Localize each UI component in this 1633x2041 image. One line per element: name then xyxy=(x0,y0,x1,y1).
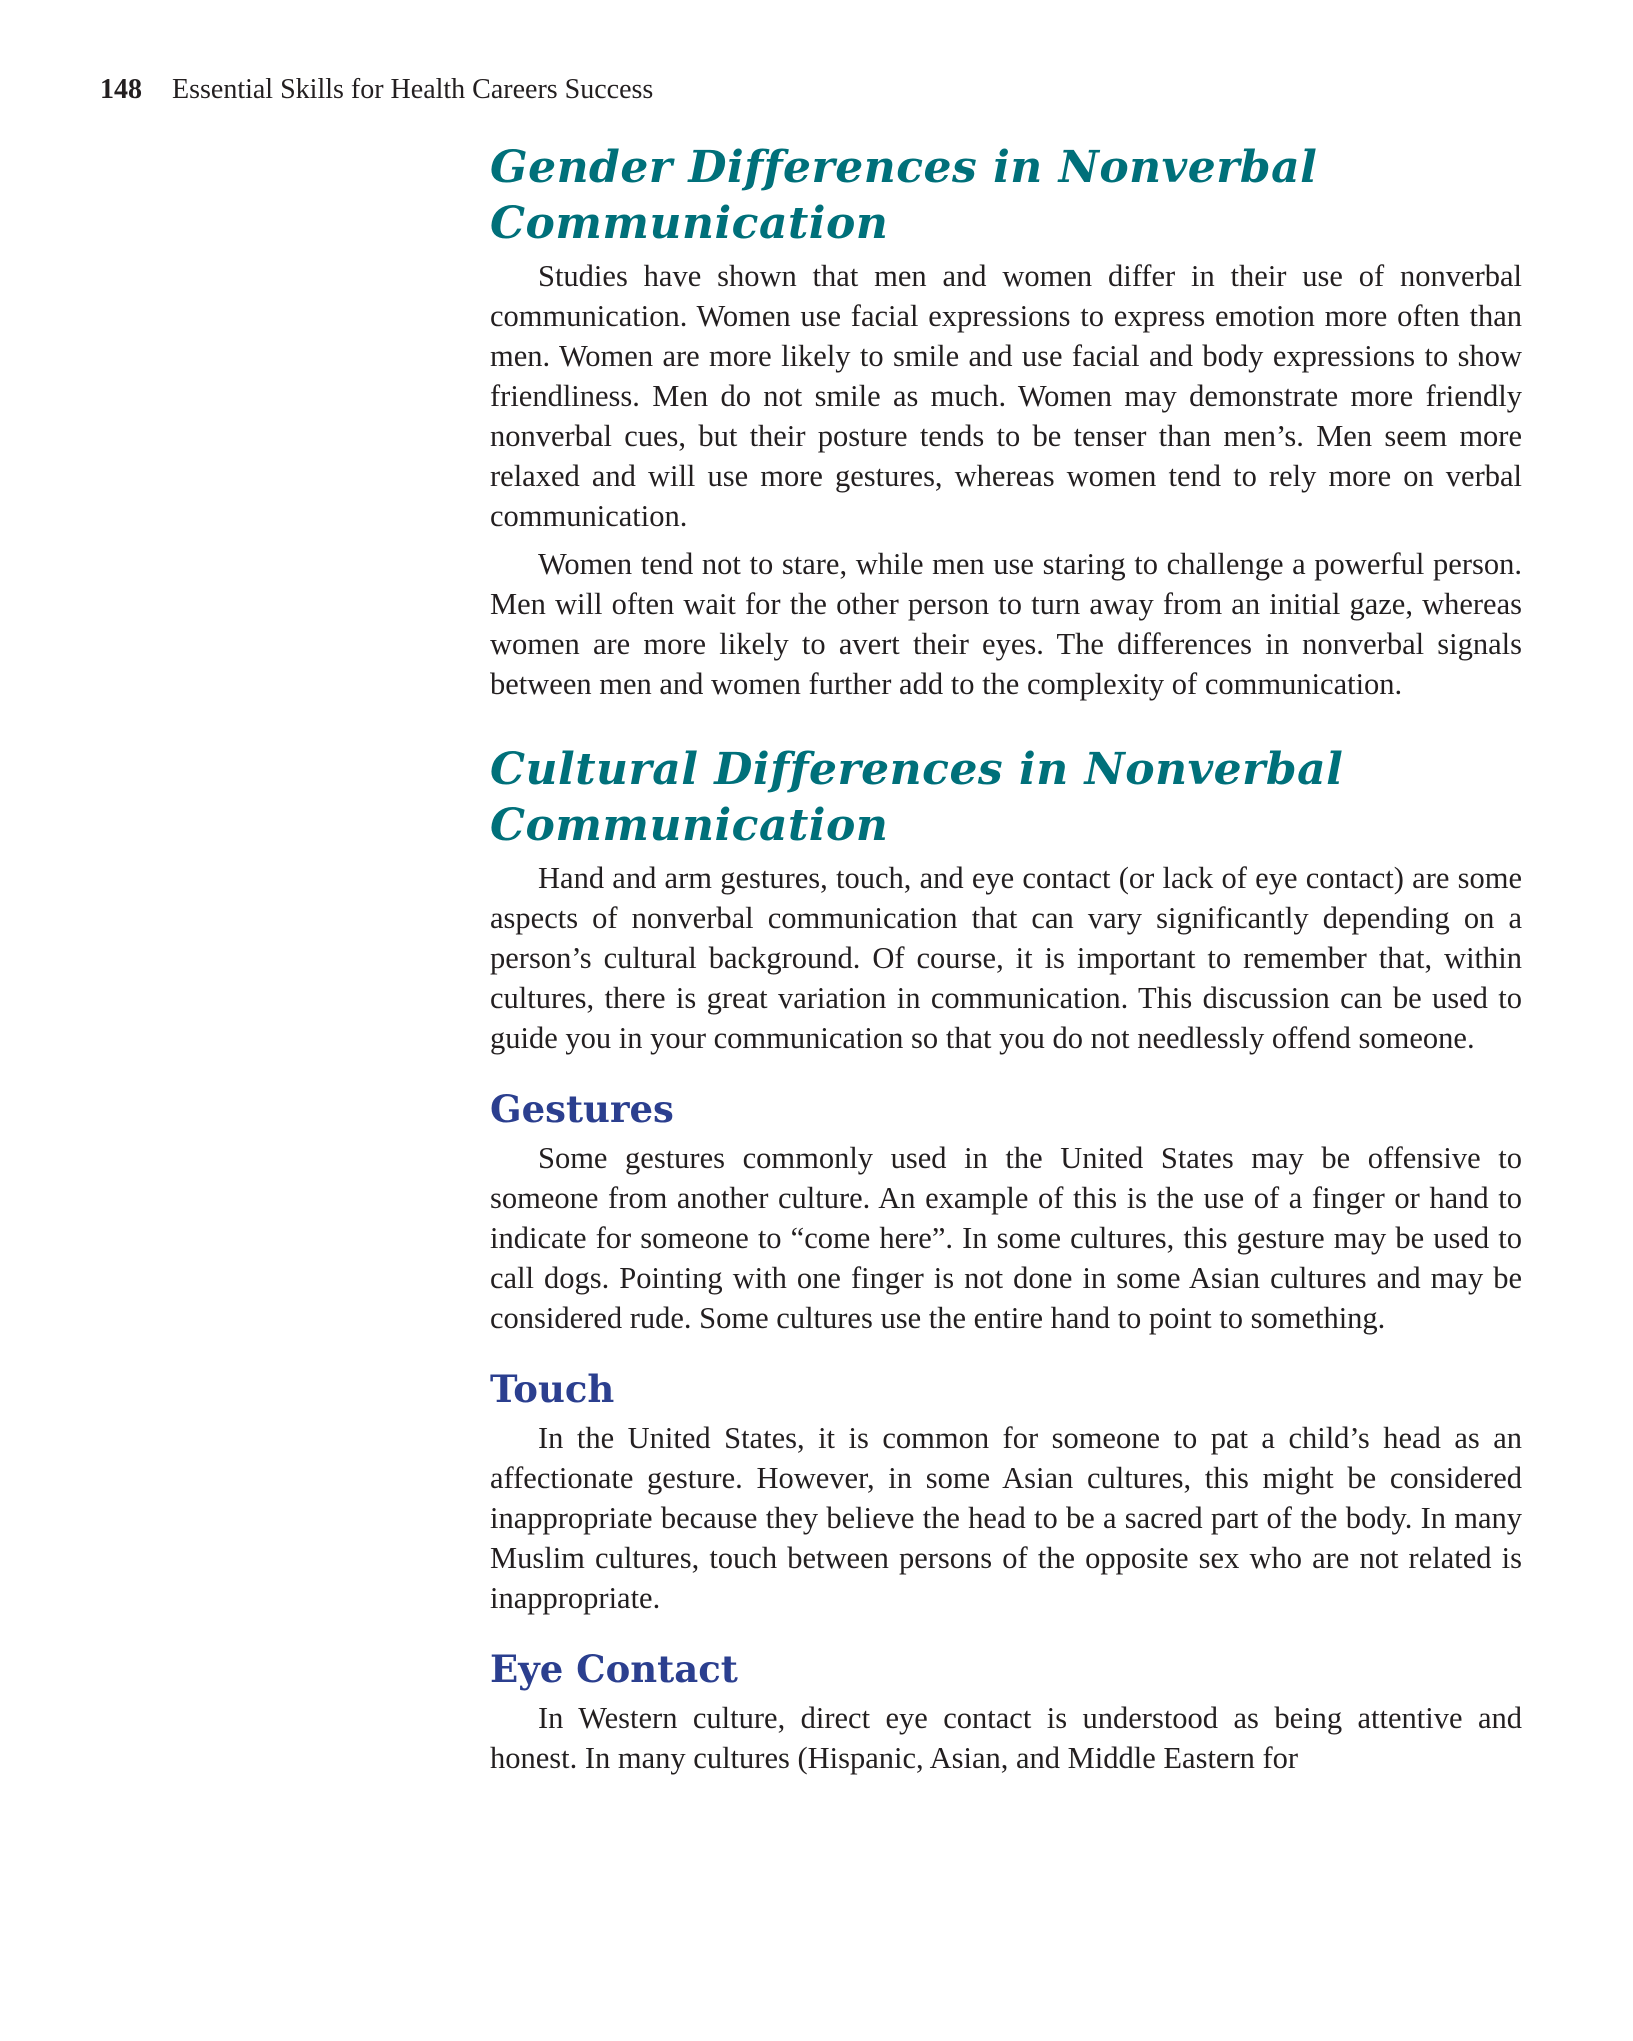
page-body xyxy=(490,140,1522,1778)
page-number: 148 xyxy=(100,74,142,105)
running-head xyxy=(100,72,653,108)
subheading-gestures: Gestures xyxy=(490,1087,674,1131)
paragraph: Studies have shown that men and women differ in their use of nonverbal communication. Women use facial expressions to express emotion more often than men. Women are more likely to smile and use facial and body expressions to show friendliness. Men do not smile as much. Women may demonstrate more friendly nonverbal cues, but their posture tends to be tenser than men’s. Men seem more relaxed and will use more gestures, whereas women tend to rely more on verbal communication. xyxy=(490,259,1522,533)
subheading-touch: Touch xyxy=(490,1367,615,1411)
section-heading-gender: Gender Differences in Nonverbal Communication xyxy=(490,142,1318,249)
paragraph: Hand and arm gestures, touch, and eye contact (or lack of eye contact) are some aspects of nonverbal communication that can vary significantly depending on a person’s cultural background. Of course, it is important to remember that, within cultures, there is great variation in communication. This discussion can be used to guide you in your communication so that you do not needlessly offend someone. xyxy=(490,861,1522,1055)
subheading-eye-contact: Eye Contact xyxy=(490,1647,738,1691)
paragraph: In the United States, it is common for someone to pat a child’s head as an affectionate gesture. However, in some Asian cultures, this might be considered inappropriate because they believe the head to be a sacred part of the body. In many Muslim cultures, touch between persons of the opposite sex who are not related is inappropriate. xyxy=(490,1421,1522,1615)
book-title: Essential Skills for Health Careers Success xyxy=(172,74,654,105)
paragraph: Some gestures commonly used in the United States may be offensive to someone from another culture. An example of this is the use of a finger or hand to indicate for someone to “come here”. In some cultures, this gesture may be used to call dogs. Pointing with one finger is not done in some Asian cultures and may be considered rude. Some cultures use the entire hand to point to something. xyxy=(490,1141,1522,1335)
section-heading-cultural: Cultural Differences in Nonverbal Communication xyxy=(490,744,1344,851)
paragraph: Women tend not to stare, while men use staring to challenge a powerful person. Men will often wait for the other person to turn away from an initial gaze, whereas women are more likely to avert their eyes. The differences in nonverbal signals between men and women further add to the complexity of communication. xyxy=(490,547,1522,701)
paragraph: In Western culture, direct eye contact is understood as being attentive and honest. In many cultures (Hispanic, Asian, and Middle Eastern for xyxy=(490,1701,1522,1775)
